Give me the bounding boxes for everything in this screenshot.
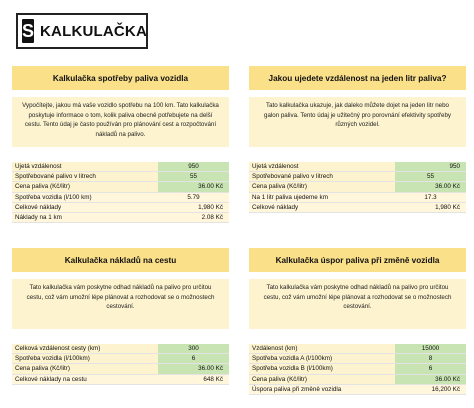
table-row [12, 162, 229, 172]
fuel-price-input[interactable]: 36.00 Kč [395, 374, 466, 384]
fuel-liters-input[interactable]: 55 [158, 172, 229, 182]
row-label: Cena paliva (Kč/litr) [12, 182, 158, 192]
calc-table [12, 344, 229, 385]
table-row [249, 374, 466, 384]
distance-input[interactable]: 950 [158, 162, 229, 172]
table-row [249, 354, 466, 364]
table-row [12, 182, 229, 192]
trip-distance-input[interactable]: 300 [158, 344, 229, 354]
row-label: Vzdálenost (km) [249, 344, 395, 354]
panel-title: Kalkulačka úspor paliva při změně vozidla [249, 248, 466, 272]
table-row [249, 344, 466, 354]
table-row [12, 202, 229, 212]
table-row [12, 192, 229, 202]
row-label: Náklady na 1 km [12, 213, 158, 223]
result-value: 2.08 Kč [158, 213, 229, 223]
fuel-price-input[interactable]: 36.00 Kč [158, 364, 229, 374]
fuel-liters-input[interactable]: 55 [395, 172, 466, 182]
panel-title: Kalkulačka nákladů na cestu [12, 248, 229, 272]
calc-table [12, 162, 229, 223]
table-row [249, 172, 466, 182]
result-value: 17.3 [395, 192, 466, 202]
table-row [249, 202, 466, 212]
row-label: Ujetá vzdálenost [12, 162, 158, 172]
calc-table [249, 162, 466, 213]
table-row [12, 364, 229, 374]
panel-distance-per-liter [249, 66, 466, 213]
brand-logo [16, 13, 148, 49]
brand-name: KALKULAČKA [40, 22, 148, 40]
table-row [12, 374, 229, 384]
panel-title: Jakou ujedete vzdálenost na jeden litr paliva? [249, 66, 466, 90]
table-row [249, 384, 466, 394]
row-label: Cena paliva (Kč/litr) [249, 374, 395, 384]
panel-description: Vypočítejte, jakou má vaše vozidlo spotřebu na 100 km. Tato kalkulačka poskytuje informace o tom, kolik paliva obecně potřebujete na delší cestu. Tento údaj je často používán pro plánování cest a rozpočtování nákladů na palivo. [12, 97, 229, 147]
row-label: Ujetá vzdálenost [249, 162, 395, 172]
table-row [12, 354, 229, 364]
consumption-b-input[interactable]: 6 [395, 364, 466, 374]
panel-fuel-savings [249, 248, 466, 395]
fuel-price-input[interactable]: 36.00 Kč [395, 182, 466, 192]
row-label: Celková vzdálenost cesty (km) [12, 344, 158, 354]
row-label: Cena paliva (Kč/litr) [12, 364, 158, 374]
panel-description: Tato kalkulačka vám poskytne odhad nákladů na palivo pro určitou cestu, což vám umožní lépe plánovat a rozhodovat se o možnostech cestování. [12, 279, 229, 329]
row-label: Spotřebované palivo v litrech [12, 172, 158, 182]
row-label: Úspora paliva při změně vozidla [249, 384, 395, 394]
row-label: Celkové náklady [12, 202, 158, 212]
table-row [249, 162, 466, 172]
row-label: Spotřebované palivo v litrech [249, 172, 395, 182]
result-value: 5.79 [158, 192, 229, 202]
row-label: Spotřeba vozidla B (l/100km) [249, 364, 395, 374]
distance-input[interactable]: 15000 [395, 344, 466, 354]
table-row [12, 344, 229, 354]
panel-title: Kalkulačka spotřeby paliva vozidla [12, 66, 229, 90]
consumption-input[interactable]: 6 [158, 354, 229, 364]
table-row [12, 172, 229, 182]
row-label: Na 1 litr paliva ujedeme km [249, 192, 395, 202]
result-value: 16,200 Kč [395, 384, 466, 394]
fuel-price-input[interactable]: 36.00 Kč [158, 182, 229, 192]
row-label: Celkové náklady [249, 202, 395, 212]
result-value: 1,980 Kč [395, 202, 466, 212]
result-value: 648 Kč [158, 374, 229, 384]
calc-table [249, 344, 466, 395]
row-label: Spotřeba vozidla A (l/100km) [249, 354, 395, 364]
row-label: Spotřeba vozidla (l/100 km) [12, 192, 158, 202]
table-row [12, 213, 229, 223]
calculator-logo-icon: S [22, 19, 34, 43]
table-row [249, 364, 466, 374]
table-row [249, 182, 466, 192]
panel-description: Tato kalkulačka ukazuje, jak daleko můžete dojet na jeden litr nebo galon paliva. Tento údaj je užitečný pro porovnání efektivity spotřeby různých vozidel. [249, 97, 466, 147]
panel-trip-cost [12, 248, 229, 385]
row-label: Cena paliva (Kč/litr) [249, 182, 395, 192]
consumption-a-input[interactable]: 8 [395, 354, 466, 364]
panel-fuel-consumption [12, 66, 229, 223]
row-label: Spotřeba vozidla (l/100km) [12, 354, 158, 364]
table-row [249, 192, 466, 202]
panel-description: Tato kalkulačka vám poskytne odhad nákladů na palivo pro určitou cestu, což vám umožní lépe plánovat a rozhodovat se o možnostech cestování. [249, 279, 466, 329]
result-value: 1,980 Kč [158, 202, 229, 212]
distance-input[interactable]: 950 [395, 162, 466, 172]
row-label: Celkové náklady na cestu [12, 374, 158, 384]
